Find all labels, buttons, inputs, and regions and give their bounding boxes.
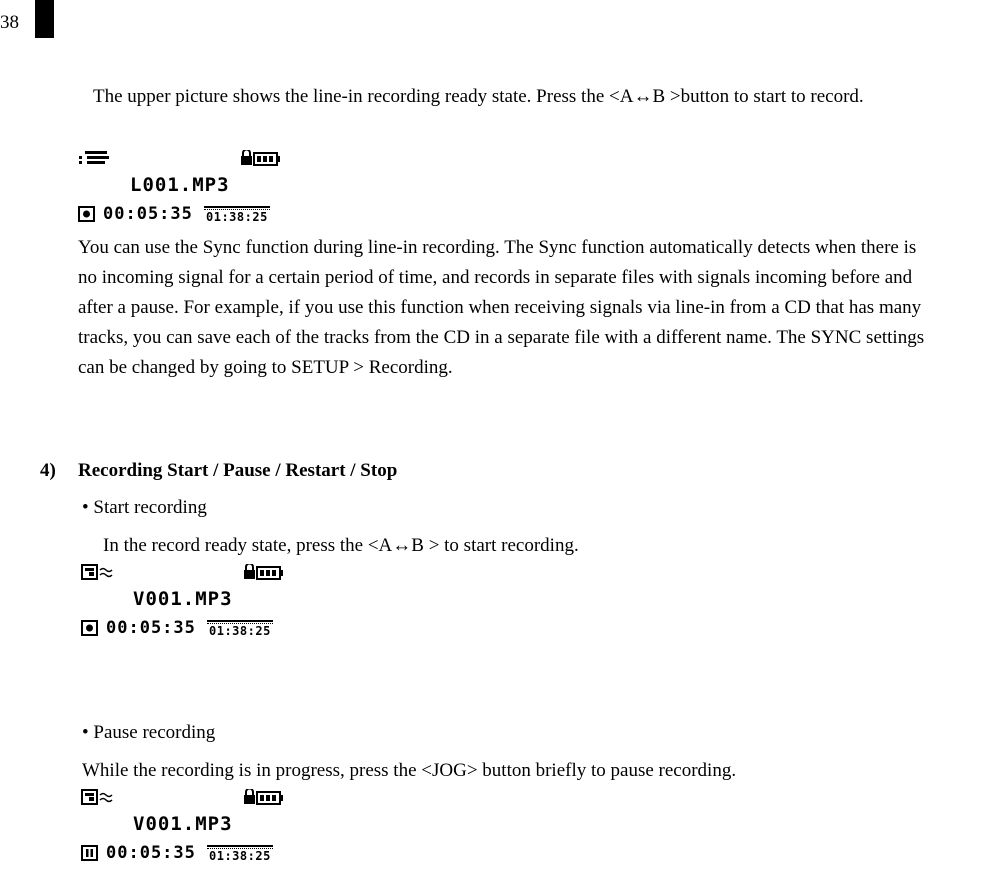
intro-text: The upper picture shows the line-in recording ready state. Press the <A↔B >button to start to record. [93, 86, 864, 107]
lcd-elapsed-time: 00:05:35 [106, 618, 196, 638]
lcd-total-time: 01:38:25 [204, 206, 270, 224]
voice-record-icon [81, 789, 113, 805]
pause-recording-bullet: • Pause recording [82, 722, 216, 743]
section-title: Recording Start / Pause / Restart / Stop [78, 460, 398, 481]
lcd-total-time: 01:38:25 [207, 845, 273, 863]
lcd-filename: L001.MP3 [130, 174, 230, 196]
start-recording-bullet: • Start recording [82, 497, 207, 518]
lcd-elapsed-time: 00:05:35 [103, 204, 193, 224]
lcd-filename: V001.MP3 [133, 588, 233, 610]
lcd-total-time: 01:38:25 [207, 620, 273, 638]
lock-battery-icon [242, 789, 284, 805]
paragraph-line: after a pause. For example, if you use this function when receiving signals via line-in from a CD that has many [78, 297, 922, 318]
page-number: 38 [0, 12, 19, 33]
page-tab-marker [35, 0, 54, 38]
paragraph-line: no incoming signal for a certain period of time, and records in separate files with signals incoming before and [78, 267, 913, 288]
paragraph-line: You can use the Sync function during line-in recording. The Sync function automatically detects when there is [78, 237, 917, 258]
voice-record-icon [81, 564, 113, 580]
paragraph-line: can be changed by going to SETUP > Recording. [78, 357, 453, 378]
line-in-icon [78, 150, 112, 166]
start-recording-text: In the record ready state, press the <A↔B > to start recording. [103, 535, 579, 556]
pause-icon [81, 845, 99, 861]
lock-battery-icon [242, 564, 284, 580]
paragraph-line: tracks, you can save each of the tracks from the CD in a separate file with a different name. The SYNC settings [78, 327, 925, 348]
lcd-screen-paused [81, 789, 301, 869]
pause-recording-text: While the recording is in progress, press the <JOG> button briefly to pause recording. [82, 760, 737, 781]
lcd-screen-recording [81, 564, 301, 644]
section-heading [40, 460, 397, 482]
lcd-filename: V001.MP3 [133, 813, 233, 835]
record-icon [78, 206, 96, 222]
lcd-screen-ready [78, 150, 298, 230]
lcd-elapsed-time: 00:05:35 [106, 843, 196, 863]
sync-paragraph [78, 233, 1004, 383]
lock-battery-icon [239, 150, 281, 166]
section-number: 4) [40, 460, 56, 481]
record-icon [81, 620, 99, 636]
